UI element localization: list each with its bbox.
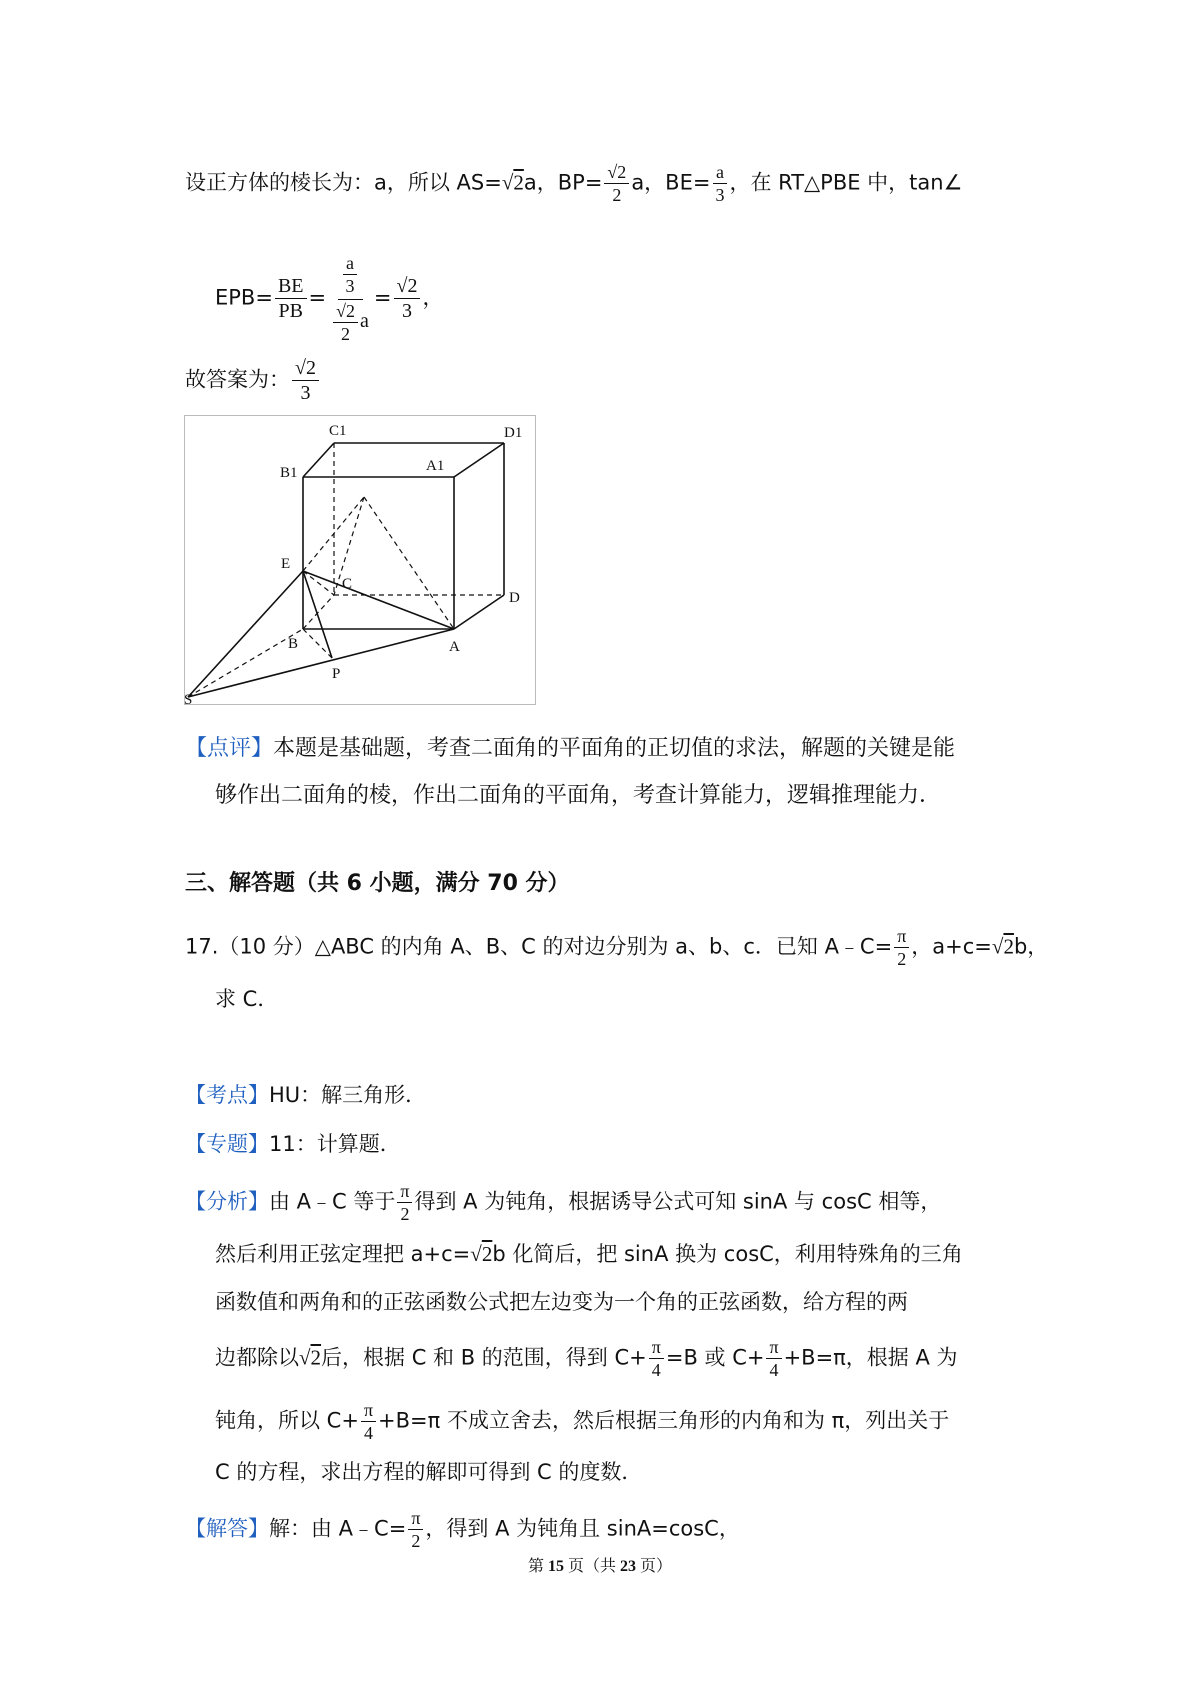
text: C 的方程，求出方程的解即可得到 C 的度数． (215, 1460, 643, 1484)
edge (303, 443, 334, 477)
text: b， (1013, 934, 1049, 959)
text: 11：计算题． (269, 1132, 401, 1156)
label-d1: D1 (504, 425, 523, 441)
label-b: B (288, 636, 299, 652)
text: 边都除以 (215, 1345, 299, 1370)
text: HU：解三角形． (269, 1083, 427, 1107)
fraction-pi-2: $\frac{\pi}{2}$ (894, 925, 909, 970)
fenxi-line-1 (185, 1180, 941, 1225)
label-e: E (281, 556, 291, 572)
kaodian-line (185, 1081, 426, 1109)
text: EPB= (215, 285, 273, 310)
text: a，BE= (631, 170, 711, 195)
cube-figure (184, 415, 536, 705)
text: 设正方体的棱长为：a，所以 AS= (185, 170, 502, 195)
zhuanti-tag: 【专题】 (185, 1132, 269, 1156)
nested-fraction: $\frac{a}{3}$ $\frac{√2}{2}$ a (328, 252, 372, 345)
text: ，得到 A 为钝角且 sinA=cosC， (425, 1516, 740, 1541)
fenxi-tag: 【分析】 (185, 1189, 269, 1214)
text: +B=π 不成立舍去，然后根据三角形的内角和为 π，列出关于 (378, 1408, 950, 1433)
page-footer: 第 15 页（共 23 页） (527, 1558, 673, 1575)
question-17-line-1 (185, 925, 1048, 970)
kaodian-tag: 【考点】 (185, 1083, 269, 1107)
text: = (308, 285, 327, 310)
fraction-result: $\frac{√2}{3}$ (394, 274, 421, 323)
fraction-bp: $\frac{√2}{2}$ (604, 161, 629, 206)
sqrt-expr: √2 (299, 1345, 322, 1370)
text: 得到 A 为钝角，根据诱导公式可知 sinA 与 cosC 相等， (414, 1189, 942, 1214)
fenxi-line-6 (215, 1458, 642, 1486)
fraction-be: $\frac{a}{3}$ (712, 161, 727, 206)
review-line-1 (185, 735, 955, 763)
answer-line (185, 356, 321, 405)
label-c: C (342, 576, 353, 592)
fraction-pi-4: $\frac{\pi}{4}$ (649, 1336, 664, 1381)
sqrt-expr: √2 (991, 934, 1014, 959)
edge (303, 571, 454, 629)
fenxi-line-2 (215, 1240, 963, 1268)
edge (188, 571, 303, 697)
edge (303, 571, 332, 658)
fenxi-line-3 (215, 1288, 908, 1316)
label-s: S (184, 692, 193, 705)
text: 由 A﹣C 等于 (269, 1189, 396, 1214)
fraction-be-pb: $\frac{BE}{PB}$ (275, 274, 307, 323)
section-title (185, 870, 570, 898)
text: = (373, 285, 392, 310)
solution-line-1 (185, 161, 962, 206)
fraction-pi-2: $\frac{\pi}{2}$ (408, 1507, 423, 1552)
edge (454, 443, 504, 477)
review-line-2 (215, 782, 941, 810)
text: 解：由 A﹣C= (269, 1516, 407, 1541)
text: 后，根据 C 和 B 的范围，得到 C+ (321, 1345, 647, 1370)
zhuanti-line (185, 1130, 401, 1158)
edge (188, 629, 454, 697)
sqrt-expr: √2 (501, 170, 524, 195)
sqrt-expr: √2 (470, 1242, 493, 1266)
text: 求 C． (215, 987, 279, 1011)
review-tag: 【点评】 (185, 736, 274, 761)
text: 函数值和两角和的正弦函数公式把左边变为一个角的正弦函数，给方程的两 (215, 1290, 908, 1314)
fraction-pi-4: $\frac{\pi}{4}$ (766, 1336, 781, 1381)
text: 钝角，所以 C+ (215, 1408, 359, 1433)
text: ， (422, 285, 444, 310)
text: ，在 RT△PBE 中，tan∠ (729, 170, 963, 195)
edge (454, 595, 504, 629)
text: +B=π，根据 A 为 (783, 1345, 958, 1370)
text: =B 或 C+ (665, 1345, 765, 1370)
page-number: 15 (547, 1558, 564, 1575)
text: a，BP= (523, 170, 603, 195)
label-b1: B1 (280, 465, 298, 481)
fenxi-line-5 (215, 1399, 949, 1444)
label-a: A (449, 639, 460, 655)
label-p: P (332, 666, 341, 682)
jieda-line (185, 1507, 740, 1552)
text: 够作出二面角的棱，作出二面角的平面角，考查计算能力，逻辑推理能力． (215, 783, 942, 808)
label-d: D (509, 590, 520, 606)
text: 然后利用正弦定理把 a+c= (215, 1242, 471, 1266)
text: b 化简后，把 sinA 换为 cosC，利用特殊角的三角 (492, 1242, 963, 1266)
label-c1: C1 (329, 423, 347, 439)
text: 本题是基础题，考查二面角的平面角的正切值的求法，解题的关键是能 (273, 736, 956, 761)
text: ，a+c= (911, 934, 992, 959)
text: 故答案为： (185, 367, 290, 392)
page-total: 23 (620, 1558, 636, 1575)
fraction-pi-2: $\frac{\pi}{2}$ (397, 1180, 412, 1225)
question-17-line-2 (215, 985, 278, 1013)
text: 三、解答题（共 6 小题，满分 70 分） (185, 871, 570, 896)
label-a1: A1 (426, 458, 445, 474)
text: 17.（10 分）△ABC 的内角 A、B、C 的对边分别为 a、b、c．已知 A﹣C= (185, 934, 893, 959)
jieda-tag: 【解答】 (185, 1516, 269, 1541)
fraction-pi-4: $\frac{\pi}{4}$ (361, 1399, 376, 1444)
solution-line-2 (215, 252, 443, 345)
fraction-answer: $\frac{√2}{3}$ (292, 356, 319, 405)
fenxi-line-4 (215, 1336, 958, 1381)
